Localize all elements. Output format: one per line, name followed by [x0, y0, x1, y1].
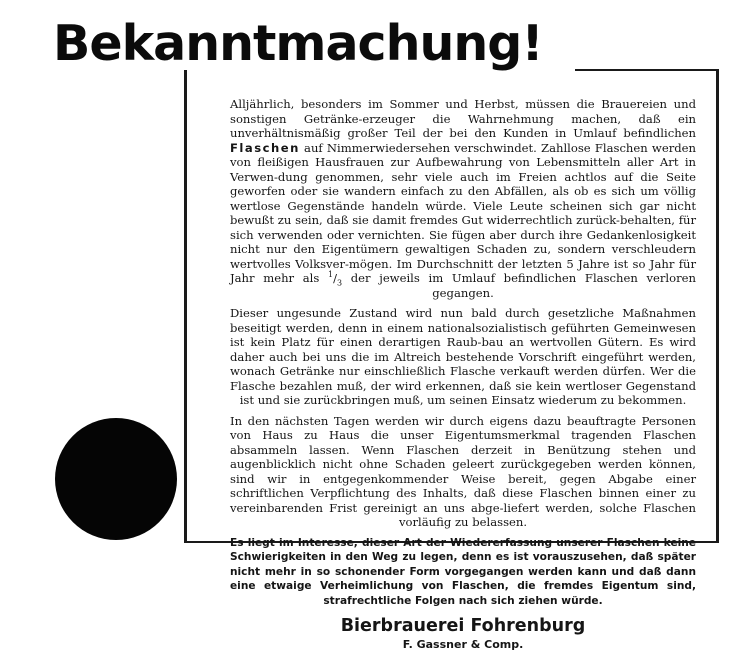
- paragraph-1-emphasis: Flaschen: [230, 140, 300, 155]
- headline: Bekanntmachung!: [53, 15, 543, 72]
- signature-company: F. Gassner & Comp.: [402, 638, 524, 651]
- paragraph-1-start: Alljährlich, besonders im Sommer und Herbst, müssen die Brauereien und sonstigen Getränke-erzeuger die Wahrnehmung machen, daß ein unverhältnismäßig großer Teil der bei den Kunden in Umlauf befindlichen: [230, 97, 696, 140]
- paragraph-1-end: der jeweils im Umlauf befindlichen Flaschen verloren gegangen.: [342, 271, 696, 300]
- paragraph-1: Alljährlich, besonders im Sommer und Herbst, müssen die Brauereien und sonstigen Getränke-erzeuger die Wahrnehmung machen, daß ein unverhältnismäßig großer Teil der bei den Kunden in Umlauf befindlichen Flaschen auf Nimmerwiedersehen verschwindet. Zahllose Flaschen werden von fleißigen Hausfrauen zur Aufbewahrung von Lebensmitteln aller Art in Verwen-dung genommen, sehr viele auch im Freien achtlos auf die Seite geworfen oder sie wandern einfach zu den Abfällen, als ob es sich um völlig wertlose Gegenstände handeln würde. Viele Leute scheinen sich gar nicht bewußt zu sein, daß sie damit fremdes Gut widerrechtlich zurück-behalten, für sich verwenden oder vernichten. Sie fügen aber durch ihre Gedankenlosigkeit nicht nur den Eigentümern gewaltigen Schaden zu, sondern verschleudern wertvolles Volksver-mögen. Im Durchschnitt der letzten 5 Jahre ist so Jahr für Jahr mehr als $^1/_3$ der jeweils im Umlauf befindlichen Flaschen verloren gegangen.: [230, 97, 696, 300]
- paragraph-3: In den nächsten Tagen werden wir durch eigens dazu beauftragte Personen von Haus zu Haus die unser Eigentumsmerkmal tragenden Flaschen absammeln lassen. Wenn Flaschen derzeit in Benützung stehen und augenblicklich nicht ohne Schaden geleert zurückgegeben werden können, sind wir in entgegenkommender Weise bereit, gegen Abgabe einer schriftlichen Verpflichtung des Inhalts, daß diese Flaschen binnen einer zu vereinbarenden Frist gereinigt an uns abge-liefert werden, solche Flaschen vorläufig zu belassen.: [230, 413, 696, 529]
- paragraph-1-middle: auf Nimmerwiedersehen verschwindet. Zahllose Flaschen werden von fleißigen Hausfrauen zur Aufbewahrung von Lebensmitteln aller Art in Verwen-dung genommen, sehr viele auch im Freien achtlos auf die Seite geworfen oder sie wandern einfach zu den Abfällen, als ob es sich um völlig wertlose Gegenstände handeln würde. Viele Leute scheinen sich gar nicht bewußt zu sein, daß sie damit fremdes Gut widerrechtlich zurück-behalten, für sich verwenden oder vernichten. Sie fügen aber durch ihre Gedankenlosigkeit nicht nur den Eigentümern gewaltigen Schaden zu, sondern verschleudern wertvolles Volksver-mögen. Im Durchschnitt der letzten 5 Jahre ist so Jahr für Jahr mehr als: [230, 140, 696, 285]
- notice-body: [230, 97, 696, 652]
- signature-name: Bierbrauerei Fohrenburg: [340, 616, 586, 636]
- fraction-denominator: 3: [336, 278, 343, 288]
- fraction-numerator: 1: [327, 270, 334, 280]
- paragraph-4: Es liegt im Interesse, dieser Art der Wiedererfassung unserer Flaschen keine Schwierigkeiten in den Weg zu legen, denn es ist vorauszusehen, daß später nicht mehr in so schonender Form vorgegangen werden kann und daß dann eine etwaige Verheimlichung von Flaschen, die fremdes Eigentum sind, strafrechtliche Folgen nach sich ziehen würde.: [230, 536, 696, 607]
- black-disc: [55, 418, 177, 540]
- paragraph-2: Dieser ungesunde Zustand wird nun bald durch gesetzliche Maßnahmen beseitigt werden, denn in einem nationalsozialistisch geführten Gemeinwesen ist kein Platz für einen derartigen Raub-bau an wertvollen Gütern. Es wird daher auch bei uns die im Altreich bestehende Vorschrift eingeführt werden, wonach Getränke nur einschließlich Flasche verkauft werden dürfen. Wer die Flasche bezahlen muß, der wird erkennen, daß sie kein wertloser Gegenstand ist und sie zurückbringen muß, um seinen Einsatz wiederum zu bekommen.: [230, 306, 696, 407]
